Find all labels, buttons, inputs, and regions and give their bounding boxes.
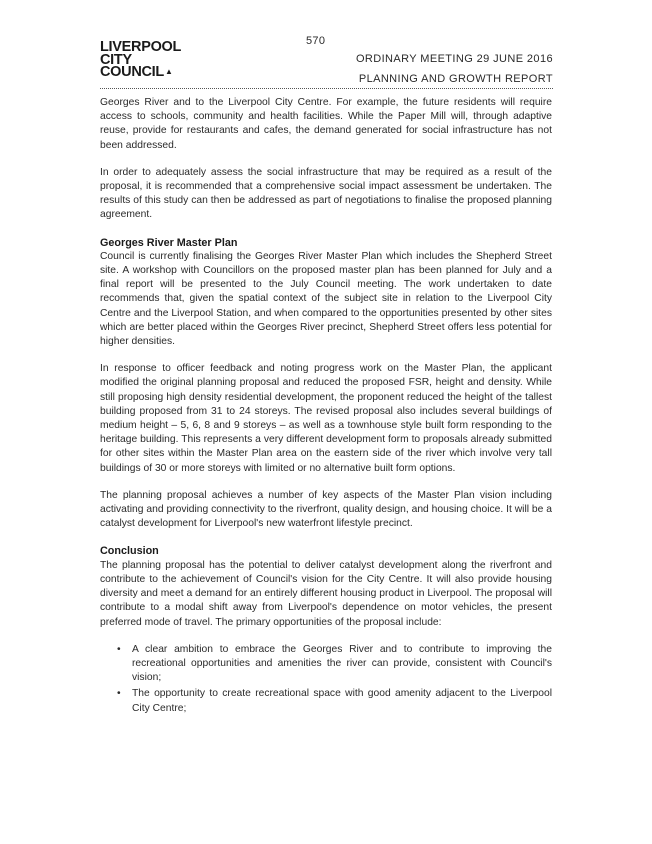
- bullet-icon: •: [117, 643, 121, 655]
- list-item-text: The opportunity to create recreational space with good amenity adjacent to the Liverpool City Centre;: [132, 688, 552, 714]
- paragraph-social-infrastructure: Georges River and to the Liverpool City Centre. For example, the future residents will require access to schools, community and health facilities. While the Paper Mill will, through adaptive reuse, provide for restaurants and cafes, the demand generated for social infrastructure has not been addressed.: [100, 97, 552, 151]
- page-number: 570: [306, 35, 326, 47]
- list-item: [117, 687, 552, 715]
- bullet-icon: •: [117, 688, 121, 700]
- paragraph-social-impact: In order to adequately assess the social infrastructure that may be required as a result of the proposal, it is recommended that a comprehensive social impact assessment be undertaken. The results of this study can then be addressed as part of negotiations to finalise the proposed planning agreement.: [100, 166, 552, 221]
- opportunities-list: [100, 643, 552, 716]
- paragraph-master-plan: Council is currently finalising the Georges River Master Plan which includes the Shepherd Street site. A workshop with Councillors on the proposed master plan has been planned for July and a final report will be presented to the July Council meeting. The work undertaken to date recommends that, given the spatial context of the subject site in relation to the Liverpool City Centre and the Liverpool Station, and when compared to the opportunities presented by other sites which are better placed within the Georges River precinct, Shepherd Street offers less potential for higher densities.: [100, 250, 552, 348]
- paragraph-key-aspects: The planning proposal achieves a number of key aspects of the Master Plan vision including activating and providing connectivity to the riverfront, quality design, and housing choice. It will be a catalyst development for Liverpool's new waterfront lifestyle precinct.: [100, 489, 552, 530]
- meeting-title: ORDINARY MEETING 29 JUNE 2016: [355, 53, 553, 65]
- heading-master-plan: Georges River Master Plan: [100, 236, 238, 249]
- list-item: [117, 643, 552, 686]
- logo-line-1: LIVERPOOL: [100, 39, 182, 55]
- list-item-text: A clear ambition to embrace the Georges River and to contribute to improving the recreational opportunities and amenities the river can provide, consistent with Council's vision;: [132, 643, 552, 684]
- paragraph-officer-feedback: In response to officer feedback and noting progress work on the Master Plan, the applicant modified the original planning proposal and reduced the proposed FSR, height and density. While still proposing high density residential development, the proponent reduced the height of the tallest building proposed from 31 to 24 storeys. The revised proposal also includes several buildings of medium height – 5, 6, 8 and 9 storeys – as well as a townhouse style built form responding to the heritage building. This represents a very different development form to proposals already submitted for other sites within the Master Plan area on the eastern side of the river which involve very tall buildings of 30 or more storeys with limited or no alternative built form options.: [100, 363, 552, 474]
- header-divider: [100, 88, 553, 89]
- report-title: PLANNING AND GROWTH REPORT: [358, 73, 553, 85]
- logo-line-3: COUNCIL: [100, 64, 164, 81]
- heading-conclusion: Conclusion: [100, 545, 159, 558]
- logo-line-2: CITY: [100, 51, 132, 68]
- council-logo: [100, 41, 181, 79]
- logo-mark-icon: ▲: [164, 67, 173, 76]
- paragraph-conclusion: The planning proposal has the potential to deliver catalyst development along the riverfront and contribute to the achievement of Council's vision for the City Centre. It will also provide housing diversity and meet a demand for an entirely different housing product in Liverpool. The proposal will contribute to a modal shift away from Liverpool's dependence on motor vehicles, the present preferred mode of travel. The primary opportunities of the proposal include:: [100, 559, 552, 628]
- report-body: [100, 96, 552, 718]
